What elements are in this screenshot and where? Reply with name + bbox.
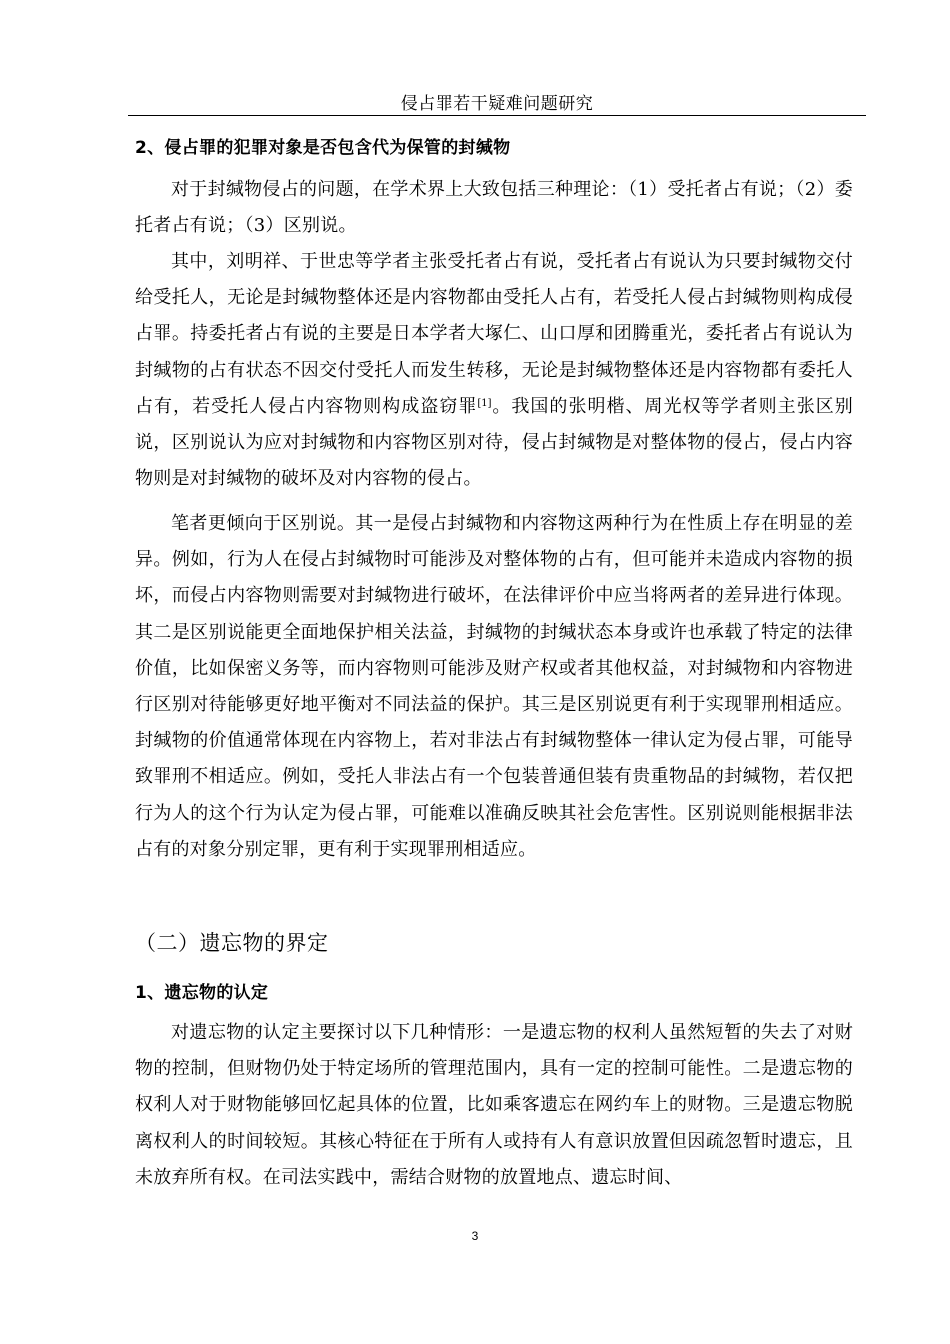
paragraph-lost-property: 对遗忘物的认定主要探讨以下几种情形：一是遗忘物的权利人虽然短暂的失去了对财物的控制，但财物仍处于特定场所的管理范围内，具有一定的控制可能性。二是遗忘物的权利人对于财物能够回忆起具体的位置，比如乘客遗忘在网约车上的财物。三是遗忘物脱离权利人的时间较短。其核心特征在于所有人或持有人有意识放置但因疏忽暂时遗忘，且未放弃所有权。在司法实践中，需结合财物的放置地点、遗忘时间、 [135, 1022, 853, 1188]
paragraph-theory-holders-text: 其中，刘明祥、于世忠等学者主张受托者占有说，受托者占有说认为只要封缄物交付给受托人，无论是封缄物整体还是内容物都由受托人占有，若受托人侵占封缄物则构成侵占罪。持委托者占有说的主要是日本学者大塚仁、山口厚和团腾重光，委托者占有说认为封缄物的占有状态不因交付受托人而发生转移，无论是封缄物整体还是内容物都有委托人占有，若受托人侵占内容物则构成盗窃罪 [135, 251, 853, 417]
running-header: 侵占罪若干疑难问题研究 [400, 94, 594, 114]
section-heading-sealed-objects: 2、侵占罪的犯罪对象是否包含代为保管的封缄物 [135, 138, 511, 158]
subsection-heading-lost-property-identification: 1、遗忘物的认定 [135, 983, 269, 1003]
header-rule [128, 115, 866, 116]
paragraph-theory-holders-text-continued: 。我国的张明楷、周光权等学者则主张区别说，区别说认为应对封缄物和内容物区别对待，侵占封缄物是对整体物的侵占，侵占内容物则是对封缄物的破坏及对内容物的侵占。 [135, 395, 854, 490]
section-heading-lost-property: （二）遗忘物的界定 [135, 931, 329, 955]
page-number: 3 [471, 1229, 479, 1243]
paragraph-author-view: 笔者更倾向于区别说。其一是侵占封缄物和内容物这两种行为在性质上存在明显的差异。例如，行为人在侵占封缄物时可能涉及对整体物的占有，但可能并未造成内容物的损坏，而侵占内容物则需要对封缄物进行破坏，在法律评价中应当将两者的差异进行体现。其二是区别说能更全面地保护相关法益，封缄物的封缄状态本身或许也承载了特定的法律价值，比如保密义务等，而内容物则可能涉及财产权或者其他权益，对封缄物和内容物进行区别对待能够更好地平衡对不同法益的保护。其三是区别说更有利于实现罪刑相适应。封缄物的价值通常体现在内容物上，若对非法占有封缄物整体一律认定为侵占罪，可能导致罪刑不相适应。例如，受托人非法占有一个包装普通但装有贵重物品的封缄物，若仅把行为人的这个行为认定为侵占罪，可能难以准确反映其社会危害性。区别说则能根据非法占有的对象分别定罪，更有利于实现罪刑相适应。 [135, 513, 853, 860]
citation-reference[interactable]: [1] [477, 397, 492, 409]
paragraph-theory-holders [135, 244, 853, 497]
paragraph-three-theories: 对于封缄物侵占的问题，在学术界上大致包括三种理论：（1）受托者占有说；（2）委托者占有说；（3）区别说。 [135, 179, 853, 237]
